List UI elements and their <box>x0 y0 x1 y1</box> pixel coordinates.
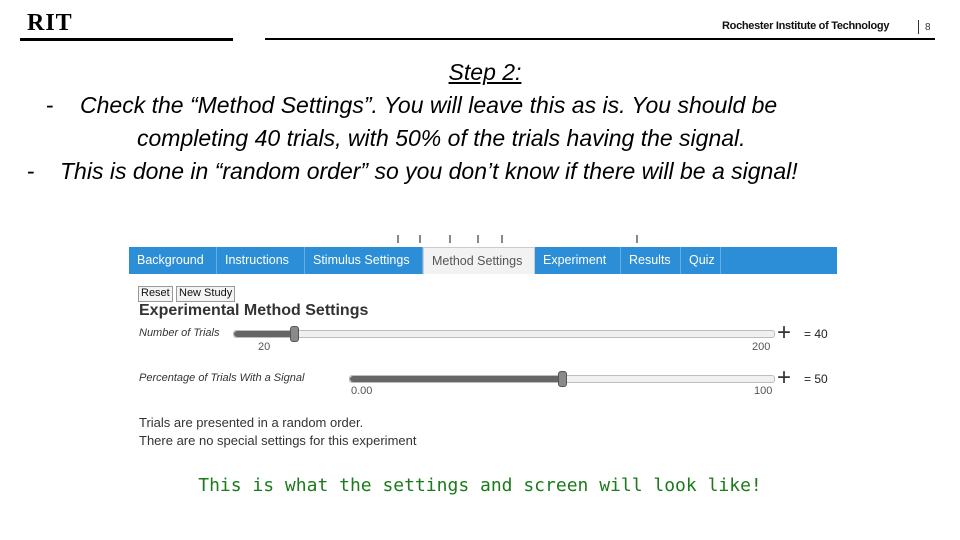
signal-percent-slider-fill <box>350 376 562 382</box>
tab-stimulus-settings[interactable]: Stimulus Settings <box>305 247 423 274</box>
tab-results[interactable]: Results <box>621 247 681 274</box>
reset-button[interactable]: Reset <box>138 286 173 302</box>
app-screenshot <box>129 235 837 456</box>
tab-instructions[interactable]: Instructions <box>217 247 305 274</box>
trials-value: = 40 <box>804 327 828 341</box>
bullet-1-line-2: completing 40 trials, with 50% of the trials having the signal. <box>137 125 746 151</box>
bullet-1-line-1: Check the “Method Settings”. You will leave this as is. You should be <box>80 92 778 118</box>
signal-percent-label: Percentage of Trials With a Signal <box>139 372 305 384</box>
signal-percent-increment-button[interactable]: + <box>777 364 792 391</box>
new-study-button[interactable]: New Study <box>176 286 235 302</box>
caption: This is what the settings and screen will look like! <box>198 475 762 496</box>
tab-quiz[interactable]: Quiz <box>681 247 721 274</box>
tab-background[interactable]: Background <box>129 247 217 274</box>
signal-percent-max-label: 100 <box>754 385 773 397</box>
institution-name: Rochester Institute of Technology <box>722 20 890 32</box>
cropped-edge-marks <box>349 235 649 245</box>
bullet-2 <box>0 155 960 188</box>
bullet-1 <box>0 89 960 122</box>
bullet-2-text: This is done in “random order” so you don’t know if there will be a signal! <box>60 158 798 184</box>
page-number-separator <box>918 20 919 34</box>
rit-logo: RIT <box>27 10 73 36</box>
step-title: Step 2: <box>448 59 522 85</box>
tab-experiment[interactable]: Experiment <box>535 247 621 274</box>
slide-text <box>0 56 960 188</box>
bullet-marker: - <box>27 158 35 184</box>
info-no-special-settings: There are no special settings for this experiment <box>139 433 417 448</box>
signal-percent-slider[interactable] <box>349 375 775 383</box>
trials-slider-fill <box>234 331 294 337</box>
page-number: 8 <box>925 22 931 33</box>
trials-max-label: 200 <box>752 341 771 353</box>
signal-percent-min-label: 0.00 <box>351 385 373 397</box>
trials-label: Number of Trials <box>139 327 220 339</box>
trials-increment-button[interactable]: + <box>777 319 792 346</box>
trials-slider-handle[interactable] <box>290 326 299 342</box>
tab-bar <box>129 247 837 274</box>
signal-percent-value: = 50 <box>804 372 828 386</box>
trials-slider[interactable] <box>233 330 775 338</box>
section-title: Experimental Method Settings <box>139 302 369 319</box>
header-rule-right <box>265 38 935 40</box>
bullet-marker: - <box>46 92 54 118</box>
header-rule-left <box>20 38 233 41</box>
signal-percent-slider-handle[interactable] <box>558 371 567 387</box>
trials-min-label: 20 <box>258 341 271 353</box>
info-random-order: Trials are presented in a random order. <box>139 415 364 430</box>
tab-method-settings[interactable]: Method Settings <box>423 247 535 274</box>
